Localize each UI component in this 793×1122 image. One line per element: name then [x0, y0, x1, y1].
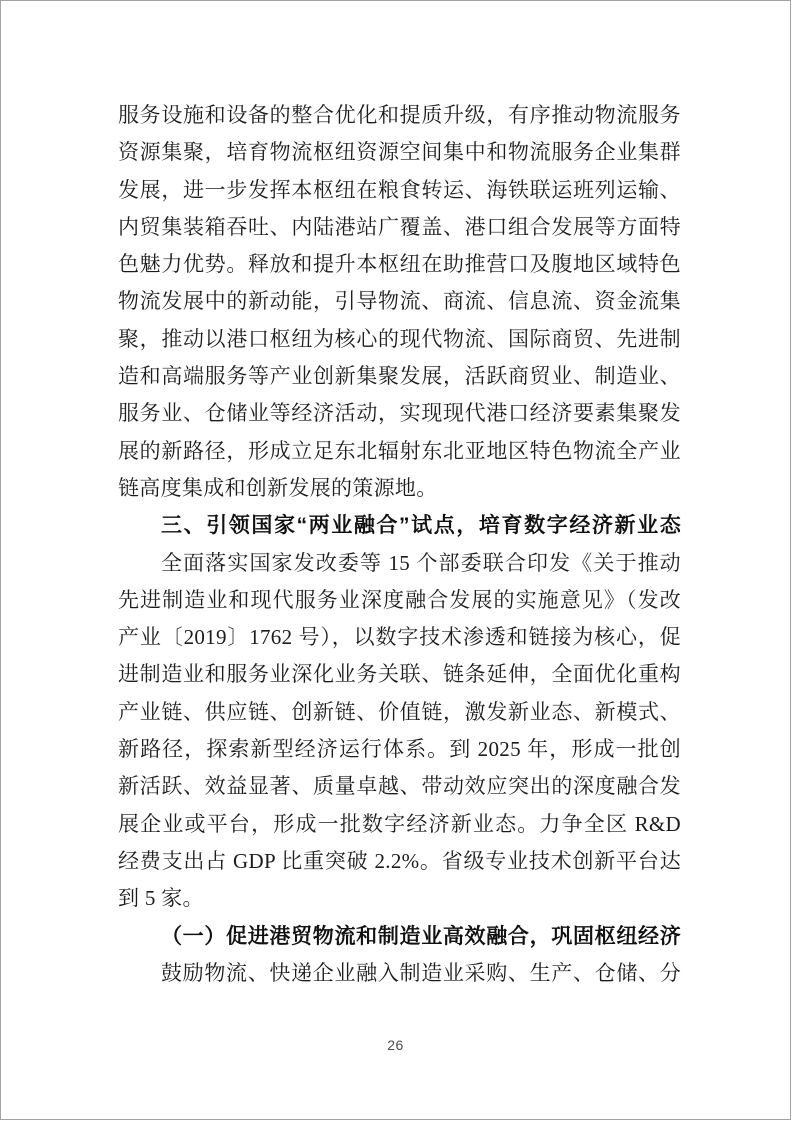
body-line: 产业链、供应链、创新链、价值链，激发新业态、新模式、: [118, 699, 681, 724]
body-line: 服务业、仓储业等经济活动，实现现代港口经济要素集聚发: [118, 401, 681, 426]
body-line: 进制造业和服务业深化业务关联、链条延伸，全面优化重构: [118, 662, 681, 687]
body-line: 产业〔2019〕1762 号），以数字技术渗透和链接为核心，促: [118, 625, 681, 650]
body-line: 色魅力优势。释放和提升本枢纽在助推营口及腹地区域特色: [118, 252, 681, 277]
body-line: 物流发展中的新动能，引导物流、商流、信息流、资金流集: [118, 289, 681, 314]
subsection-heading: （一）促进港贸物流和制造业高效融合，巩固枢纽经济: [161, 923, 681, 948]
body-line: 鼓励物流、快递企业融入制造业采购、生产、仓储、分: [161, 960, 681, 985]
body-line: 资源集聚，培育物流枢纽资源空间集中和物流服务企业集群: [118, 140, 681, 165]
text-block: [118, 97, 681, 992]
body-line: 经费支出占 GDP 比重突破 2.2%。省级专业技术创新平台达: [118, 848, 681, 873]
body-line: 内贸集装箱吞吐、内陆港站广覆盖、港口组合发展等方面特: [118, 214, 681, 239]
body-line: 服务设施和设备的整合优化和提质升级，有序推动物流服务: [118, 103, 681, 127]
body-line: 链高度集成和创新发展的策源地。: [118, 475, 438, 500]
section-heading: 三、引领国家“两业融合”试点，培育数字经济新业态: [161, 514, 681, 538]
page-number: 26: [387, 1037, 404, 1053]
body-line: 新路径，探索新型经济运行体系。到 2025 年，形成一批创: [118, 737, 681, 762]
body-line: 到 5 家。: [118, 886, 204, 911]
body-line: 全面落实国家发改委等 15 个部委联合印发《关于推动: [161, 550, 681, 575]
body-line: 造和高端服务等产业创新集聚发展，活跃商贸业、制造业、: [118, 364, 681, 389]
body-line: 新活跃、效益显著、质量卓越、带动效应突出的深度融合发: [118, 774, 681, 799]
body-line: 展的新路径，形成立足东北辐射东北亚地区特色物流全产业: [118, 438, 681, 463]
body-line: 聚，推动以港口枢纽为核心的现代物流、国际商贸、先进制: [118, 326, 681, 351]
body-line: 发展，进一步发挥本枢纽在粮食转运、海铁联运班列运输、: [118, 177, 681, 202]
body-line: 先进制造业和现代服务业深度融合发展的实施意见》（发改: [118, 587, 681, 612]
body-line: 展企业或平台，形成一批数字经济新业态。力争全区 R&D: [118, 811, 681, 836]
